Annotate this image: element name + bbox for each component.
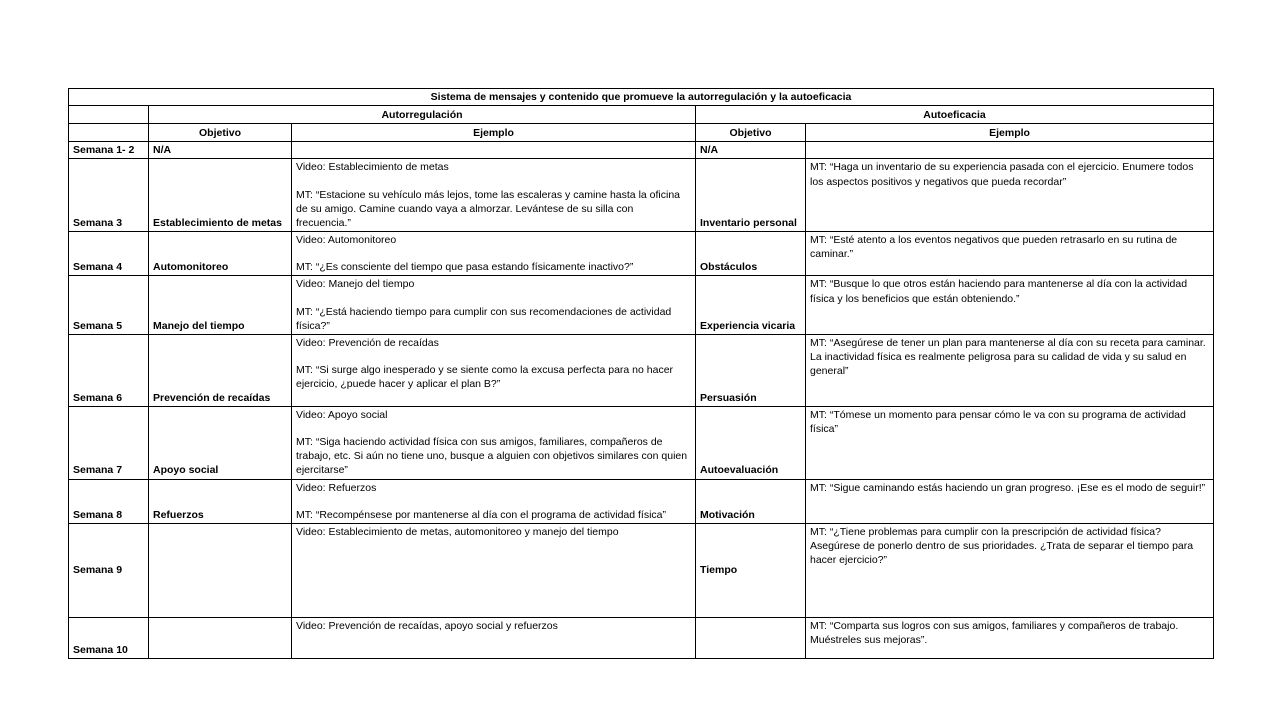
- mt-line: MT: “Recompénsese por mantenerse al día con el programa de actividad física”: [296, 508, 667, 521]
- se-objetivo-cell: N/A: [696, 142, 806, 159]
- mt-line: MT: “Estacione su vehículo más lejos, tome las escaleras y camine hasta la oficina de su amigo. Camine cuando vaya a almorzar. Levántese de su silla con frecuencia.”: [296, 188, 681, 229]
- mt-line: MT: “Haga un inventario de su experiencia pasada con el ejercicio. Enumere todos los aspectos positivos y negativos que pueda recordar”: [810, 161, 1194, 188]
- messages-table: [68, 88, 1214, 659]
- week-label: Semana 6: [69, 334, 149, 406]
- se-objetivo-cell: Tiempo: [696, 523, 806, 617]
- sr-objetivo-cell: Prevención de recaídas: [149, 334, 292, 406]
- se-ejemplo-cell: [806, 523, 1214, 617]
- table-row: [69, 232, 1214, 276]
- sr-objetivo-cell: Refuerzos: [149, 479, 292, 523]
- sr-objetivo-cell: N/A: [149, 142, 292, 159]
- empty-cell: [69, 124, 149, 142]
- mt-line: MT: “Asegúrese de tener un plan para mantenerse al día con su receta para caminar. La inactividad física es realmente peligrosa para su calidad de vida y su salud en general”: [810, 336, 1206, 378]
- sr-ejemplo-cell: [292, 523, 696, 617]
- sr-ejemplo-cell: [292, 142, 696, 159]
- video-line: Video: Refuerzos: [296, 481, 377, 494]
- table-row: [69, 159, 1214, 232]
- se-ejemplo-cell: [806, 159, 1214, 232]
- column-header-se-ejemplo: Ejemplo: [806, 124, 1214, 142]
- table-row: [69, 617, 1214, 658]
- mt-line: MT: “¿Tiene problemas para cumplir con la prescripción de actividad física? Asegúrese de ponerlo dentro de sus prioridades. ¿Trata de separar el tiempo para hacer ejercicio?”: [810, 525, 1194, 567]
- mt-line: MT: “Comparta sus logros con sus amigos, familiares y compañeros de trabajo. Muéstreles sus mejoras”.: [810, 619, 1179, 647]
- week-label: Semana 9: [69, 523, 149, 617]
- mt-line: MT: “Sigue caminando estás haciendo un gran progreso. ¡Ese es el modo de seguir!”: [810, 481, 1206, 494]
- se-ejemplo-cell: [806, 617, 1214, 658]
- sr-ejemplo-cell: [292, 334, 696, 406]
- se-objetivo-cell: Persuasión: [696, 334, 806, 406]
- group-header-autoeficacia: Autoeficacia: [696, 106, 1214, 124]
- video-line: Video: Automonitoreo: [296, 234, 397, 247]
- mt-line: MT: “Busque lo que otros están haciendo para mantenerse al día con la actividad física y los beneficios que están obteniendo.”: [810, 278, 1188, 305]
- sr-ejemplo-cell: [292, 406, 696, 479]
- sr-ejemplo-cell: [292, 232, 696, 276]
- se-objetivo-cell: [696, 617, 806, 658]
- se-ejemplo-cell: [806, 406, 1214, 479]
- se-objetivo-cell: Inventario personal: [696, 159, 806, 232]
- messages-table-container: [68, 88, 1214, 659]
- column-header-se-objetivo: Objetivo: [696, 124, 806, 142]
- sr-objetivo-cell: Apoyo social: [149, 406, 292, 479]
- week-label: Semana 7: [69, 406, 149, 479]
- week-label: Semana 3: [69, 159, 149, 232]
- se-objetivo-cell: Obstáculos: [696, 232, 806, 276]
- week-label: Semana 5: [69, 276, 149, 335]
- table-title: Sistema de mensajes y contenido que promueve la autorregulación y la autoeficacia: [69, 89, 1214, 106]
- table-group-header-row: [69, 106, 1214, 124]
- table-column-header-row: [69, 124, 1214, 142]
- video-line: Video: Prevención de recaídas, apoyo social y refuerzos: [296, 619, 558, 632]
- video-line: Video: Establecimiento de metas: [296, 161, 449, 174]
- se-objetivo-cell: Motivación: [696, 479, 806, 523]
- sr-objetivo-cell: Manejo del tiempo: [149, 276, 292, 335]
- sr-objetivo-cell: Establecimiento de metas: [149, 159, 292, 232]
- table-row: [69, 479, 1214, 523]
- sr-ejemplo-cell: [292, 479, 696, 523]
- sr-ejemplo-cell: [292, 159, 696, 232]
- table-row: [69, 142, 1214, 159]
- column-header-sr-objetivo: Objetivo: [149, 124, 292, 142]
- se-ejemplo-cell: [806, 479, 1214, 523]
- table-row: [69, 406, 1214, 479]
- table-row: [69, 276, 1214, 335]
- sr-objetivo-cell: [149, 523, 292, 617]
- se-ejemplo-cell: [806, 232, 1214, 276]
- week-label: Semana 10: [69, 617, 149, 658]
- video-line: Video: Prevención de recaídas: [296, 336, 439, 349]
- mt-line: MT: “Si surge algo inesperado y se siente como la excusa perfecta para no hacer ejercicio, ¿puede hacer y aplicar el plan B?”: [296, 364, 674, 391]
- mt-line: MT: “Tómese un momento para pensar cómo le va con su programa de actividad física”: [810, 408, 1186, 436]
- se-objetivo-cell: Autoevaluación: [696, 406, 806, 479]
- video-line: Video: Establecimiento de metas, automonitoreo y manejo del tiempo: [296, 525, 619, 538]
- column-header-sr-ejemplo: Ejemplo: [292, 124, 696, 142]
- mt-line: MT: “Siga haciendo actividad física con sus amigos, familiares, compañeros de trabajo, etc. Si aún no tiene uno, busque a alguien con objetivos similares con quien ejercitarse”: [296, 436, 688, 477]
- sr-objetivo-cell: [149, 617, 292, 658]
- se-ejemplo-cell: [806, 142, 1214, 159]
- mt-line: MT: “¿Es consciente del tiempo que pasa estando físicamente inactivo?”: [296, 261, 634, 274]
- empty-cell: [69, 106, 149, 124]
- sr-ejemplo-cell: [292, 617, 696, 658]
- week-label: Semana 1- 2: [69, 142, 149, 159]
- se-ejemplo-cell: [806, 276, 1214, 335]
- week-label: Semana 8: [69, 479, 149, 523]
- table-row: [69, 334, 1214, 406]
- video-line: Video: Apoyo social: [296, 408, 388, 421]
- mt-line: MT: “Esté atento a los eventos negativos que pueden retrasarlo en su rutina de caminar.”: [810, 234, 1178, 261]
- sr-objetivo-cell: Automonitoreo: [149, 232, 292, 276]
- se-ejemplo-cell: [806, 334, 1214, 406]
- se-objetivo-cell: Experiencia vicaria: [696, 276, 806, 335]
- week-label: Semana 4: [69, 232, 149, 276]
- table-title-row: [69, 89, 1214, 106]
- mt-line: MT: “¿Está haciendo tiempo para cumplir con sus recomendaciones de actividad física?”: [296, 305, 672, 332]
- video-line: Video: Manejo del tiempo: [296, 278, 415, 291]
- sr-ejemplo-cell: [292, 276, 696, 335]
- group-header-autorregulacion: Autorregulación: [149, 106, 696, 124]
- table-row: [69, 523, 1214, 617]
